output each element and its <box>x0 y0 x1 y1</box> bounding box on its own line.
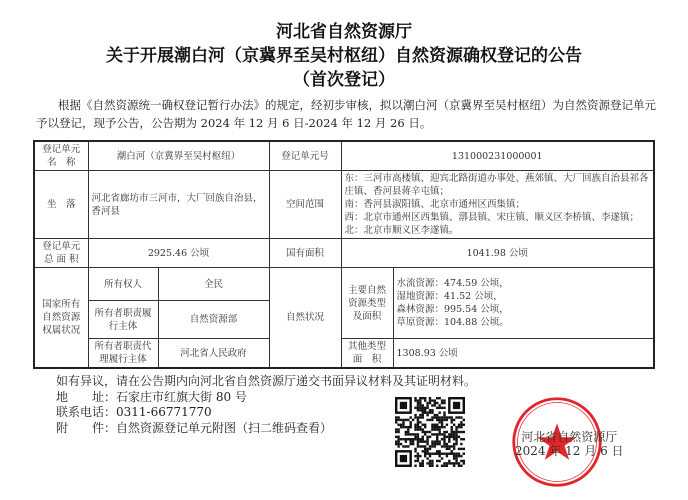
unit-name-label: 登记单元名 称 <box>34 141 88 171</box>
signature <box>515 430 624 458</box>
address-label: 地 址： <box>56 389 117 404</box>
signature-date: 2024 年 12 月 6 日 <box>515 444 624 458</box>
objection-note: 如有异议，请在公告期内向河北省自然资源厅递交书面异议材料及其证明材料。 <box>56 374 477 388</box>
space-east: 东：三河市高楼镇、迎宾北路街道办事处、燕郊镇、大厂回族自治县祁各庄镇、香河县蒋辛屯镇； <box>344 173 649 197</box>
space-north: 北：北京市顺义区李遂镇。 <box>344 225 459 236</box>
other-area: 1308.93 公顷 <box>393 339 654 369</box>
state-area: 1041.98 公顷 <box>341 239 654 268</box>
page-subtitle: （首次登记） <box>293 70 395 90</box>
agent: 河北省人民政府 <box>158 339 269 369</box>
main-types-label: 主要自然资源类型及面积 <box>341 268 393 339</box>
duty-label: 所有者职责履行主体 <box>88 301 158 339</box>
total-area: 2925.46 公顷 <box>88 239 269 268</box>
space-range <box>341 171 654 239</box>
attachment-label: 附 件： <box>56 420 117 435</box>
signature-org: 河北省自然资源厅 <box>521 430 618 444</box>
location-label: 坐 落 <box>34 171 88 239</box>
address: 石家庄市红旗大街 80 号 <box>116 389 247 404</box>
registration-table <box>33 140 655 369</box>
owner: 全民 <box>158 268 269 301</box>
page-title: 关于开展潮白河（京冀界至吴村枢纽）自然资源确权登记的公告 <box>106 46 582 66</box>
agent-label: 所有者职责代理履行主体 <box>88 339 158 369</box>
unit-no-label: 登记单元号 <box>269 141 341 171</box>
space-west: 西：北京市通州区西集镇、漷县镇、宋庄镇、顺义区李桥镇、李遂镇； <box>344 212 640 223</box>
space-south: 南：香河县淑阳镇、北京市通州区西集镇； <box>344 199 526 210</box>
phone: 0311-66771770 <box>116 405 212 419</box>
owner-label: 所有权人 <box>88 268 158 301</box>
main-types <box>393 268 654 339</box>
space-label: 空间范围 <box>269 171 341 239</box>
duty: 自然资源部 <box>158 301 269 339</box>
ownership-label: 国家所有自然资源权属状况 <box>34 268 88 369</box>
resource-wetland: 湿地资源：41.52 公顷， <box>396 291 503 302</box>
intro-paragraph: 根据《自然资源统一确权登记暂行办法》的规定，经初步审核，拟以潮白河（京冀界至吴村枢纽）为自然资源登记单元予以登记，现予公告，公告期为 2024 年 12 月 6 日-2024 年 12 月 26 日。 <box>36 98 656 130</box>
attachment: 自然资源登记单元附图（扫二维码查看） <box>116 420 333 435</box>
unit-no: 131000231000001 <box>341 141 654 171</box>
other-label: 其他类型面 积 <box>341 339 393 369</box>
phone-label: 联系电话： <box>56 405 117 419</box>
state-area-label: 国有面积 <box>269 239 341 268</box>
resource-forest: 森林资源：995.54 公顷， <box>396 304 509 315</box>
header-org: 河北省自然资源厅 <box>276 22 412 42</box>
resource-grassland: 草原资源：104.88 公顷。 <box>396 317 509 328</box>
unit-name: 潮白河（京冀界至吴村枢纽） <box>88 141 269 171</box>
resource-water: 水流资源：474.59 公顷， <box>396 278 509 289</box>
location: 河北省廊坊市三河市，大厂回族自治县，香河县 <box>88 171 269 239</box>
total-area-label: 登记单元总 面 积 <box>34 239 88 268</box>
nature-label: 自然状况 <box>269 268 341 369</box>
qr-code[interactable] <box>395 396 465 468</box>
